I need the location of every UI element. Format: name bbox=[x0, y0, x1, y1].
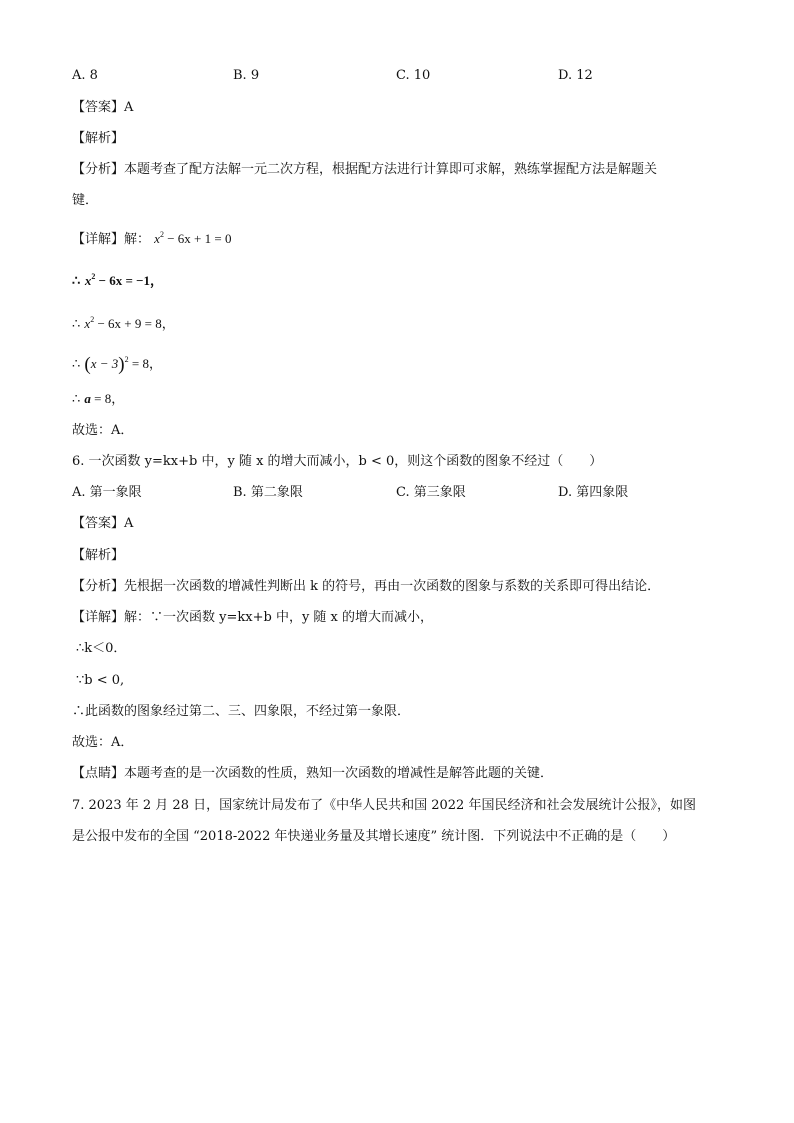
answer-tag: 【答案】 bbox=[72, 100, 125, 115]
analysis-tag: 【分析】 bbox=[72, 579, 125, 594]
q6-option-c: C. 第三象限 bbox=[396, 485, 466, 500]
q6-stem: 6. 一次函数 y=kx+b 中，y 随 x 的增大而减小，b < 0，则这个函数的图象不经过（ ） bbox=[72, 454, 603, 469]
answer-tag: 【答案】 bbox=[72, 516, 125, 531]
q5-detail-line bbox=[72, 231, 231, 248]
equation-2: ∴ $x^2 - 6x = -1$， bbox=[72, 272, 164, 289]
q6-option-b: B. 第二象限 bbox=[233, 485, 303, 500]
q6-step-1: ∴k＜0． bbox=[76, 641, 127, 656]
analysis-text: 本题考查了配方法解一元二次方程，根据配方法进行计算即可求解，熟练掌握配方法是解题关 bbox=[124, 162, 658, 177]
q7-stem-line-1: 7. 2023 年 2 月 28 日，国家统计局发布了《中华人民共和国 2022 年国民经济和社会发展统计公报》，如图 bbox=[72, 798, 696, 813]
analysis-text: 先根据一次函数的增减性判断出 k 的符号，再由一次函数的图象与系数的关系即可得出结论． bbox=[124, 579, 661, 594]
remark-text: 本题考查的是一次函数的性质，熟知一次函数的增减性是解答此题的关键． bbox=[124, 766, 554, 781]
q5-jiexi-tag: 【解析】 bbox=[72, 131, 125, 146]
q6-detail bbox=[72, 610, 433, 626]
q5-analysis-line-1 bbox=[72, 162, 657, 178]
detail-tag: 【详解】 bbox=[72, 232, 125, 247]
analysis-tag: 【分析】 bbox=[72, 162, 125, 177]
answer-value: A bbox=[124, 100, 134, 115]
q6-analysis bbox=[72, 579, 660, 595]
q5-analysis-line-2: 键． bbox=[72, 193, 99, 208]
detail-text: 解：∵一次函数 y=kx+b 中，y 随 x 的增大而减小， bbox=[124, 610, 434, 625]
q5-conclusion: 故选：A． bbox=[72, 423, 134, 438]
equation-1: $x^2 - 6x + 1 = 0$ bbox=[154, 230, 232, 246]
q5-answer bbox=[72, 100, 133, 116]
option-b: B. 9 bbox=[233, 68, 260, 83]
q6-step-2: ∵b < 0, bbox=[76, 673, 125, 688]
option-a: A. 8 bbox=[72, 68, 98, 83]
option-c: C. 10 bbox=[396, 68, 431, 83]
q6-jiexi-tag: 【解析】 bbox=[72, 548, 125, 563]
q6-conclusion: 故选：A． bbox=[72, 735, 134, 750]
q7-stem-line-2: 是公报中发布的全国 “2018-2022 年快递业务量及其增长速度” 统计图．下列说法中不正确的是（ ） bbox=[72, 829, 676, 844]
option-d: D. 12 bbox=[558, 68, 593, 83]
equation-4: ∴ $(x - 3)^2 = 8$， bbox=[72, 354, 162, 375]
remark-tag: 【点睛】 bbox=[72, 766, 125, 781]
detail-lead: 解： bbox=[124, 232, 151, 247]
equation-3: ∴ $x^2 - 6x + 9 = 8$， bbox=[72, 315, 175, 332]
q6-option-a: A. 第一象限 bbox=[72, 485, 142, 500]
detail-tag: 【详解】 bbox=[72, 610, 125, 625]
answer-value: A bbox=[124, 516, 134, 531]
q6-step-3: ∴此函数的图象经过第二、三、四象限，不经过第一象限． bbox=[72, 704, 411, 719]
q6-option-d: D. 第四象限 bbox=[558, 485, 629, 500]
q6-answer bbox=[72, 516, 133, 532]
equation-5: ∴ a = 8， bbox=[72, 391, 125, 407]
q6-remark bbox=[72, 766, 553, 782]
